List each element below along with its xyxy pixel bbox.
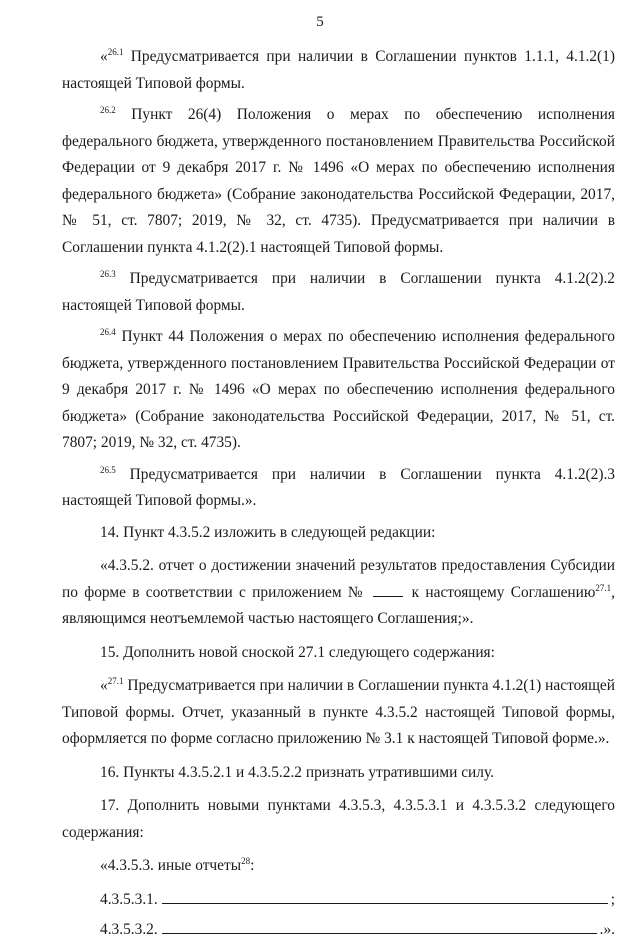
footnote-text: Предусматривается при наличии в Соглашении пунктов 1.1.1, 4.1.2(1) настоящей Типовой формы.	[62, 48, 615, 92]
open-quote: «	[100, 677, 108, 694]
fill-line-end: ;	[610, 890, 615, 908]
item-17-text-end: :	[250, 857, 255, 874]
item-16: 16. Пункты 4.3.5.2.1 и 4.3.5.2.2 признать утратившими силу.	[100, 763, 494, 781]
fill-line-end: .».	[599, 920, 615, 938]
footnote-26-1	[62, 44, 615, 97]
open-quote: «	[100, 48, 108, 65]
item-14-text-end: , являющимся неотъемлемой частью настоящего Соглашения;».	[62, 583, 615, 627]
fill-line-4-3-5-3-2	[62, 917, 615, 943]
footnote-26-2	[62, 102, 615, 261]
footnote-marker: 27.1	[595, 582, 612, 593]
item-14-text: «4.3.5.2. отчет о достижении значений результатов предоставления Субсидии по форме в соответствии с приложением №	[62, 557, 615, 601]
fill-line-label: 4.3.5.3.2.	[100, 920, 158, 938]
item-14: 14. Пункт 4.3.5.2 изложить в следующей редакции:	[100, 523, 436, 541]
footnote-marker: 26.5	[100, 464, 116, 475]
page-number: 5	[316, 14, 324, 30]
item-14-body	[62, 553, 615, 633]
item-17-body	[62, 853, 615, 880]
fill-line-rule	[162, 889, 608, 904]
fill-line-4-3-5-3-1	[62, 887, 615, 913]
document-body	[62, 44, 615, 947]
footnote-text: Пункт 26(4) Положения о мерах по обеспечению исполнения федерального бюджета, утвержденного постановлением Правительства Российской Федерации от 9 декабря 2017 г. № 1496 «О мерах по обеспечению исполнения федерального бюджета» (Собрание законодательства Российской Федерации, 2017, № 51, ст. 7807; 2019, № 32, ст. 4735). Предусматривается при наличии в Соглашении пункта 4.1.2(2).1 настоящей Типовой формы.	[62, 106, 615, 256]
footnote-text: Предусматривается при наличии в Соглашении пункта 4.1.2(2).2 настоящей Типовой формы.	[62, 270, 615, 314]
item-15: 15. Дополнить новой сноской 27.1 следующего содержания:	[100, 643, 495, 661]
item-14-text-after: к настоящему Соглашению	[405, 583, 596, 601]
footnote-marker: 26.3	[100, 269, 116, 279]
footnote-text: Предусматривается при наличии в Соглашении пункта 4.1.2(1) настоящей Типовой формы. Отчет, указанный в пункте 4.3.5.2 настоящей Типовой формы, оформляется по форме согласно приложению № 3.1 к настоящей Типовой форме.».	[62, 677, 615, 747]
blank-field	[373, 584, 403, 597]
footnote-27-1	[62, 673, 615, 753]
footnote-26-4	[62, 324, 615, 457]
footnote-text: Пункт 44 Положения о мерах по обеспечению исполнения федерального бюджета, утвержденного постановлением Правительства Российской Федерации от 9 декабря 2017 г. № 1496 «О мерах по обеспечению исполнения федерального бюджета» (Собрание законодательства Российской Федерации, 2017, № 51, ст. 7807; 2019, № 32, ст. 4735).	[62, 328, 615, 451]
footnote-26-5	[62, 462, 615, 515]
footnote-marker: 27.1	[107, 676, 124, 686]
footnote-marker: 26.2	[100, 105, 116, 115]
fill-line-label: 4.3.5.3.1.	[100, 890, 158, 908]
item-17-text: «4.3.5.3. иные отчеты	[100, 857, 242, 874]
footnote-marker: 26.4	[100, 327, 116, 337]
footnote-26-3	[62, 266, 615, 319]
footnote-marker: 28	[241, 856, 251, 866]
footnote-marker: 26.1	[107, 47, 124, 57]
item-17: 17. Дополнить новыми пунктами 4.3.5.3, 4.3.5.3.1 и 4.3.5.3.2 следующего содержания:	[62, 797, 615, 841]
fill-line-rule	[162, 919, 597, 934]
footnote-text: Предусматривается при наличии в Соглашении пункта 4.1.2(2).3 настоящей Типовой формы.».	[62, 465, 615, 509]
